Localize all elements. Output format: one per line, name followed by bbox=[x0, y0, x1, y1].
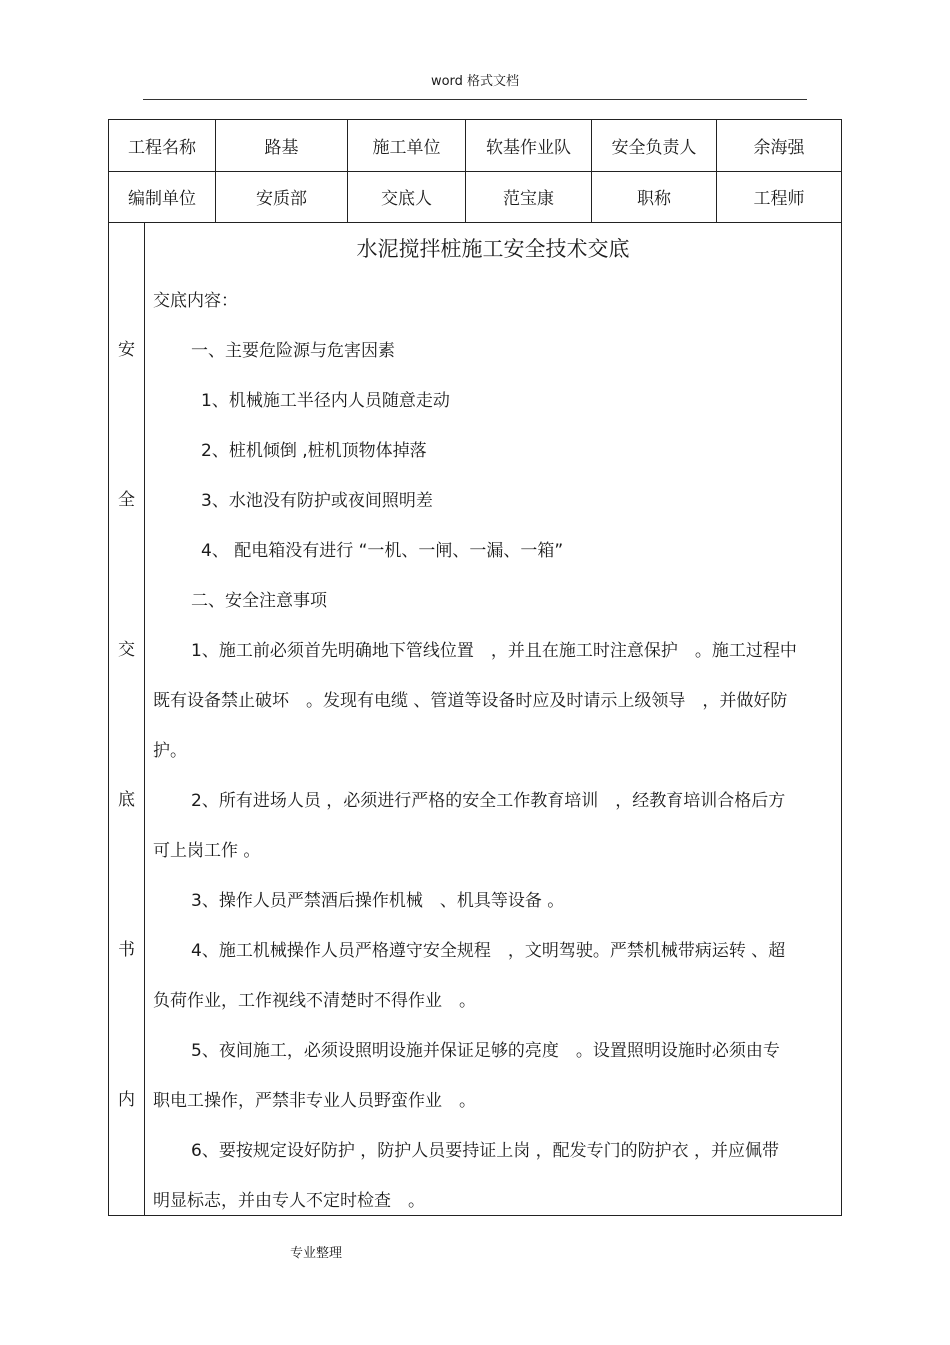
side-label-column bbox=[109, 223, 145, 1215]
content-line: 4、施工机械操作人员严格遵守安全规程 ，文明驾驶。严禁机械带病运转 、超 bbox=[191, 941, 786, 961]
section-heading: 一、主要危险源与危害因素 bbox=[191, 341, 395, 361]
construction-unit-label: 施工单位 bbox=[348, 120, 466, 171]
content-line: 2、桩机倾倒 ,桩机顶物体掉落 bbox=[201, 441, 427, 461]
content-line: 3、操作人员严禁酒后操作机械 、机具等设备 。 bbox=[191, 891, 565, 911]
compiling-unit-label: 编制单位 bbox=[109, 171, 216, 222]
side-label-char: 内 bbox=[118, 1090, 135, 1110]
side-label-char: 全 bbox=[118, 490, 135, 510]
project-name-value: 路基 bbox=[216, 120, 348, 171]
side-label-char: 交 bbox=[118, 640, 135, 660]
job-title-value: 工程师 bbox=[753, 189, 805, 209]
content-line: 护。 bbox=[153, 741, 187, 761]
info-row-1 bbox=[109, 120, 841, 172]
content-line: 3、水池没有防护或夜间照明差 bbox=[201, 491, 433, 511]
discloser-label: 交底人 bbox=[348, 171, 466, 222]
disclosure-content bbox=[145, 223, 841, 1215]
content-line: 职电工操作，严禁非专业人员野蛮作业 。 bbox=[153, 1091, 476, 1111]
job-title-label: 职称 bbox=[592, 171, 717, 222]
compiling-unit-value: 安质部 bbox=[216, 171, 348, 222]
content-line: 1、施工前必须首先明确地下管线位置 ，并且在施工时注意保护 。施工过程中 bbox=[191, 641, 797, 661]
safety-officer-value: 余海强 bbox=[753, 138, 805, 158]
safety-officer-label: 安全负责人 bbox=[592, 120, 717, 171]
content-line: 交底内容： bbox=[153, 291, 238, 311]
disclosure-table bbox=[108, 119, 842, 1216]
side-label-char: 书 bbox=[118, 940, 135, 960]
project-name-label: 工程名称 bbox=[109, 120, 216, 171]
content-line: 1、机械施工半径内人员随意走动 bbox=[201, 391, 450, 411]
construction-unit-value: 软基作业队 bbox=[466, 120, 592, 171]
content-line: 既有设备禁止破坏 。发现有电缆 、管道等设备时应及时请示上级领导 ，并做好防 bbox=[153, 691, 788, 711]
info-row-2 bbox=[109, 171, 841, 223]
discloser-value: 范宝康 bbox=[466, 171, 592, 222]
content-line: 负荷作业，工作视线不清楚时不得作业 。 bbox=[153, 991, 476, 1011]
content-line: 4、 配电箱没有进行 “一机、一闸、一漏、一箱” bbox=[201, 541, 564, 561]
content-line: 明显标志，并由专人不定时检查 。 bbox=[153, 1191, 425, 1211]
content-line: 可上岗工作 。 bbox=[153, 841, 261, 861]
side-label-char: 底 bbox=[118, 790, 135, 810]
page-header: word 格式文档 bbox=[430, 74, 520, 89]
content-line: 5、夜间施工，必须设照明设施并保证足够的亮度 。设置照明设施时必须由专 bbox=[191, 1041, 780, 1061]
document-title: 水泥搅拌桩施工安全技术交底 bbox=[356, 237, 630, 261]
content-line: 2、所有进场人员 ，必须进行严格的安全工作教育培训 ，经教育培训合格后方 bbox=[191, 791, 786, 811]
side-label-char: 安 bbox=[118, 340, 135, 360]
section-heading: 二、安全注意事项 bbox=[191, 591, 327, 611]
content-line: 6、要按规定设好防护 ，防护人员要持证上岗 ，配发专门的防护衣 ，并应佩带 bbox=[191, 1141, 780, 1161]
header-rule bbox=[143, 99, 807, 100]
page-footer: 专业整理 bbox=[290, 1246, 343, 1261]
